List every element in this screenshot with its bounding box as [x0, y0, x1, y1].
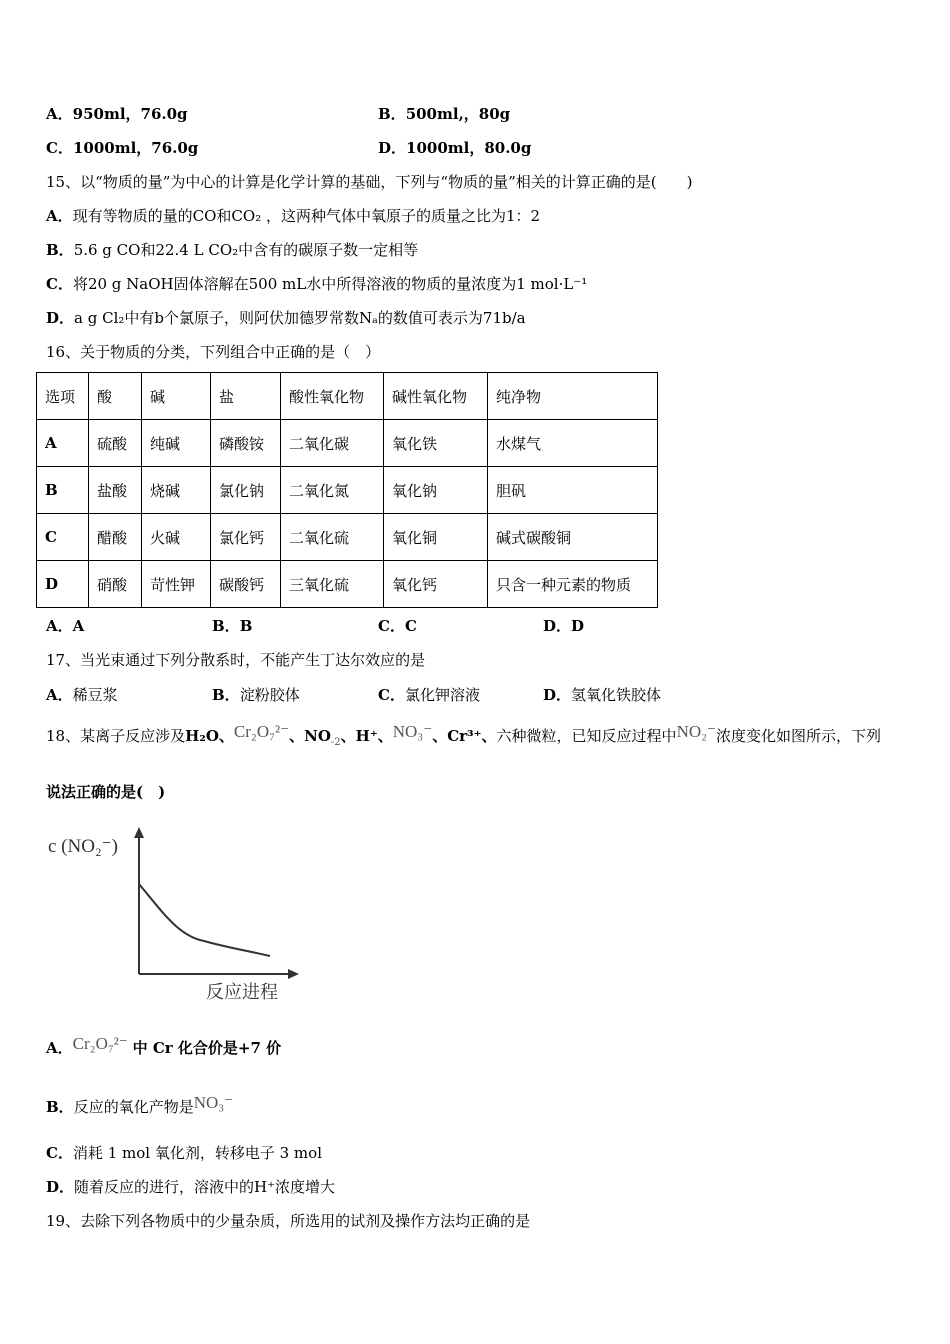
table-cell: 碱式碳酸铜	[488, 514, 658, 561]
nitrate-formula: NO₃⁻	[392, 722, 433, 741]
q16-option-a: A．A	[46, 617, 85, 635]
q17-option-d: D．氢氧化铁胶体	[543, 686, 662, 704]
header-cell: 碱	[142, 373, 211, 420]
q17-option-b: B．淀粉胶体	[212, 686, 300, 704]
q17-option-c: C．氯化钾溶液	[378, 686, 480, 704]
table-cell: 烧碱	[142, 467, 211, 514]
table-cell: 二氧化氮	[281, 467, 384, 514]
q16-option-c: C．C	[378, 617, 417, 635]
header-cell: 选项	[37, 373, 89, 420]
table-cell: 水煤气	[488, 420, 658, 467]
q16-option-d: D．D	[543, 617, 585, 635]
q18-option-d: D．随着反应的进行，溶液中的H⁺浓度增大	[46, 1178, 336, 1196]
header-cell: 酸	[89, 373, 142, 420]
concentration-curve	[139, 884, 270, 956]
table-cell: 磷酸铵	[211, 420, 281, 467]
classification-table	[36, 372, 658, 608]
nitrite-formula: NO₂⁻	[676, 722, 717, 741]
table-cell: 氧化钙	[384, 561, 488, 608]
y-axis-arrow	[134, 827, 144, 838]
table-cell: 火碱	[142, 514, 211, 561]
table-cell: 只含一种元素的物质	[488, 561, 658, 608]
table-cell: 盐酸	[89, 467, 142, 514]
q14-option-c: C．1000ml，76.0g	[46, 139, 199, 157]
table-header-row	[37, 373, 658, 420]
q15-option-c: C．将20 g NaOH固体溶解在500 mL水中所得溶液的物质的量浓度为1 mol·L⁻¹	[46, 275, 588, 293]
graph-x-label: 反应进程	[206, 982, 278, 1002]
table-cell: 苛性钾	[142, 561, 211, 608]
q17-stem: 17、当光束通过下列分散系时，不能产生丁达尔效应的是	[46, 651, 426, 669]
q14-option-d: D．1000ml，80.0g	[378, 139, 532, 157]
header-cell: 盐	[211, 373, 281, 420]
q14-option-a: A．950ml，76.0g	[46, 105, 188, 123]
q16-stem: 16、关于物质的分类，下列组合中正确的是（ ）	[46, 343, 381, 361]
q14-option-b: B．500ml,，80g	[378, 105, 511, 123]
table-cell: 氯化钙	[211, 514, 281, 561]
table-cell: 胆矾	[488, 467, 658, 514]
table-row	[37, 420, 658, 467]
table-cell: 硝酸	[89, 561, 142, 608]
q15-option-a: A．现有等物质的量的CO和CO₂ ，这两种气体中氧原子的质量之比为1：2	[46, 207, 541, 225]
q15-stem: 15、以“物质的量”为中心的计算是化学计算的基础，下列与“物质的量”相关的计算正确的是( )	[46, 173, 693, 191]
x-axis-arrow	[288, 969, 299, 979]
q18-option-a: A．Cr₂O₇²⁻ 中 Cr 化合价是+7 价	[46, 1034, 282, 1057]
table-cell: D	[37, 561, 89, 608]
q17-option-a: A．稀豆浆	[46, 686, 118, 704]
table-cell: A	[37, 420, 89, 467]
q18-stem-line1: 18、某离子反应涉及H₂O、Cr₂O₇²⁻、$NO_{-2}$、H⁺、NO₃⁻、Cr³⁺、六种微粒，已知反应过程中NO₂⁻浓度变化如图所示，下列	[46, 722, 882, 748]
table-cell: 硫酸	[89, 420, 142, 467]
header-cell: 酸性氧化物	[281, 373, 384, 420]
header-cell: 纯净物	[488, 373, 658, 420]
table-row	[37, 467, 658, 514]
concentration-graph	[44, 824, 306, 1006]
q18-option-b: B．反应的氧化产物是NO₃⁻	[46, 1093, 234, 1116]
table-row	[37, 514, 658, 561]
table-cell: C	[37, 514, 89, 561]
table-cell: 氯化钠	[211, 467, 281, 514]
table-row	[37, 561, 658, 608]
graph-y-label: c (NO₂⁻)	[48, 836, 118, 857]
table-cell: 二氧化碳	[281, 420, 384, 467]
q15-option-d: D．a g Cl₂中有b个氯原子，则阿伏加德罗常数Nₐ的数值可表示为71b/a	[46, 309, 526, 327]
table-cell: 醋酸	[89, 514, 142, 561]
table-cell: 三氧化硫	[281, 561, 384, 608]
table-cell: 碳酸钙	[211, 561, 281, 608]
dichromate-formula: Cr₂O₇²⁻	[233, 722, 290, 741]
table-cell: B	[37, 467, 89, 514]
table-cell: 氧化铁	[384, 420, 488, 467]
q18-stem-line2: 说法正确的是( )	[46, 783, 166, 801]
q19-stem: 19、去除下列各物质中的少量杂质，所选用的试剂及操作方法均正确的是	[46, 1212, 531, 1230]
q18-option-c: C．消耗 1 mol 氧化剂，转移电子 3 mol	[46, 1144, 322, 1162]
header-cell: 碱性氧化物	[384, 373, 488, 420]
q15-option-b: B．5.6 g CO和22.4 L CO₂中含有的碳原子数一定相等	[46, 241, 419, 259]
table-cell: 氧化钠	[384, 467, 488, 514]
table-cell: 二氧化硫	[281, 514, 384, 561]
table-cell: 纯碱	[142, 420, 211, 467]
table-cell: 氧化铜	[384, 514, 488, 561]
q16-option-b: B．B	[212, 617, 253, 635]
